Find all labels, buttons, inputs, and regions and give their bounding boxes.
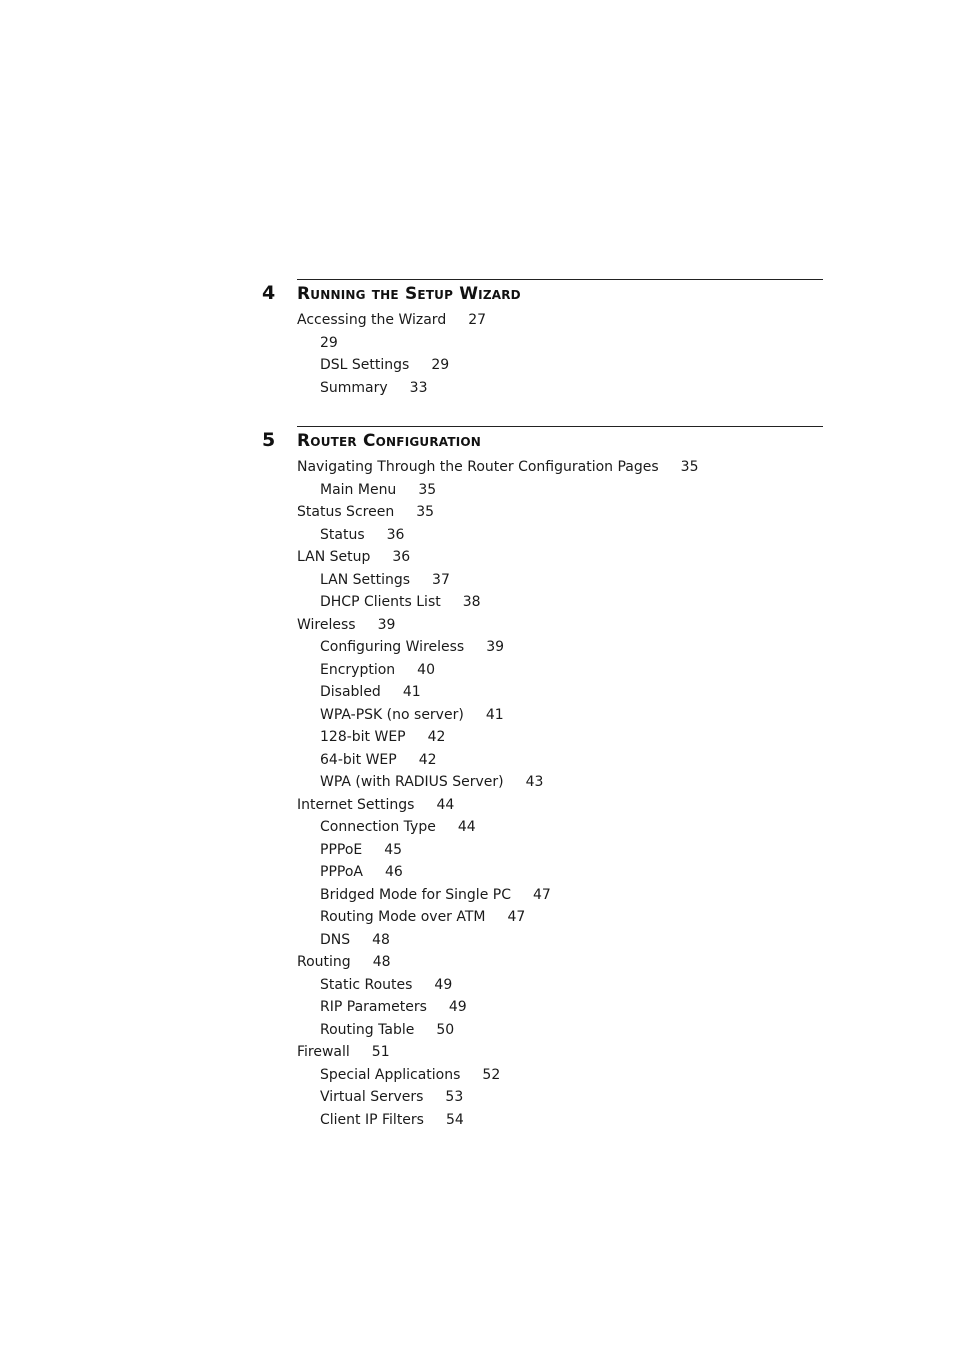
entry-title: WPA (with RADIUS Server) xyxy=(320,774,504,790)
entry-page-number: 42 xyxy=(427,729,446,745)
toc-entry[interactable] xyxy=(297,659,698,682)
entry-page-number: 41 xyxy=(402,684,421,700)
toc-entry[interactable] xyxy=(297,794,698,817)
entry-title: Summary xyxy=(320,379,388,396)
entry-page-number: 40 xyxy=(417,661,435,678)
entry-page-number: 33 xyxy=(409,379,428,396)
toc-entry[interactable] xyxy=(297,1064,698,1087)
toc-entry[interactable] xyxy=(297,501,698,524)
chapter-rule xyxy=(297,279,823,280)
entry-title: Client IP Filters xyxy=(320,1111,424,1128)
entry-title: Encryption xyxy=(320,661,396,678)
chapter-number: 4 xyxy=(262,282,276,304)
entry-page-number: 37 xyxy=(432,571,450,588)
toc-entry[interactable] xyxy=(297,771,698,794)
entry-title: Virtual Servers xyxy=(320,1089,424,1105)
toc-entry[interactable] xyxy=(297,884,698,907)
entry-title: Firewall xyxy=(297,1044,350,1060)
entry-page-number: 48 xyxy=(372,954,391,970)
entry-page-number: 39 xyxy=(486,639,505,655)
entry-title: Routing Table xyxy=(320,1021,415,1038)
entry-title: RIP Parameters xyxy=(320,999,427,1015)
toc-entry[interactable] xyxy=(297,951,698,974)
entry-page-number: 50 xyxy=(436,1021,455,1038)
entry-page-number: 39 xyxy=(377,616,396,633)
toc-entry[interactable] xyxy=(297,332,486,355)
entry-page-number: 44 xyxy=(457,819,476,835)
toc-entry[interactable] xyxy=(297,929,698,952)
entry-title: Static Routes xyxy=(320,976,413,993)
entry-title: LAN Settings xyxy=(320,571,411,588)
entry-title: Main Menu xyxy=(320,481,397,498)
toc-entry-list xyxy=(297,309,486,399)
entry-title: Status xyxy=(320,526,365,543)
entry-title: Routing xyxy=(297,954,351,970)
entry-title: 128-bit WEP xyxy=(320,729,406,745)
entry-title: Wireless xyxy=(297,616,356,633)
toc-entry[interactable] xyxy=(297,569,698,592)
entry-page-number: 35 xyxy=(418,481,437,498)
entry-title: LAN Setup xyxy=(297,549,371,565)
entry-page-number: 54 xyxy=(445,1111,464,1128)
toc-entry[interactable] xyxy=(297,704,698,727)
entry-title: Bridged Mode for Single PC xyxy=(320,886,511,903)
toc-entry[interactable] xyxy=(297,479,698,502)
toc-entry-list xyxy=(297,456,698,1131)
entry-page-number: 29 xyxy=(431,357,450,373)
toc-entry[interactable] xyxy=(297,456,698,479)
toc-entry[interactable] xyxy=(297,726,698,749)
entry-title: Special Applications xyxy=(320,1066,461,1083)
entry-page-number: 29 xyxy=(320,334,338,351)
entry-page-number: 52 xyxy=(482,1066,501,1083)
entry-title: DHCP Clients List xyxy=(320,594,441,610)
entry-page-number: 27 xyxy=(468,312,487,328)
entry-page-number: 51 xyxy=(371,1044,390,1060)
entry-page-number: 36 xyxy=(392,549,411,565)
chapter-title: Router Configuration xyxy=(297,431,482,451)
toc-entry[interactable] xyxy=(297,1019,698,1042)
entry-page-number: 42 xyxy=(418,751,437,768)
entry-page-number: 43 xyxy=(525,774,544,790)
entry-page-number: 46 xyxy=(384,864,403,880)
toc-entry[interactable] xyxy=(297,636,698,659)
toc-entry[interactable] xyxy=(297,839,698,862)
toc-entry[interactable] xyxy=(297,614,698,637)
entry-title: Disabled xyxy=(320,684,381,700)
entry-title: Status Screen xyxy=(297,504,395,520)
entry-title: DSL Settings xyxy=(320,357,410,373)
entry-title: PPPoE xyxy=(320,841,363,858)
entry-page-number: 47 xyxy=(532,886,551,903)
entry-page-number: 49 xyxy=(434,976,453,993)
toc-entry[interactable] xyxy=(297,309,486,332)
entry-page-number: 41 xyxy=(485,706,504,723)
entry-page-number: 35 xyxy=(416,504,435,520)
toc-entry[interactable] xyxy=(297,546,698,569)
toc-entry[interactable] xyxy=(297,591,698,614)
entry-title: WPA-PSK (no server) xyxy=(320,706,464,723)
toc-entry[interactable] xyxy=(297,816,698,839)
entry-title: PPPoA xyxy=(320,864,363,880)
toc-entry[interactable] xyxy=(297,377,486,400)
chapter-rule xyxy=(297,426,823,427)
toc-entry[interactable] xyxy=(297,861,698,884)
chapter-number: 5 xyxy=(262,429,276,451)
entry-page-number: 49 xyxy=(448,999,467,1015)
chapter-title: Running the Setup Wizard xyxy=(297,284,521,304)
toc-entry[interactable] xyxy=(297,749,698,772)
entry-title: Accessing the Wizard xyxy=(297,312,447,328)
entry-page-number: 48 xyxy=(372,931,390,948)
entry-page-number: 35 xyxy=(680,459,699,475)
entry-page-number: 38 xyxy=(462,594,481,610)
toc-entry[interactable] xyxy=(297,1109,698,1132)
toc-entry[interactable] xyxy=(297,974,698,997)
entry-page-number: 45 xyxy=(384,841,403,858)
entry-page-number: 44 xyxy=(436,796,455,813)
toc-entry[interactable] xyxy=(297,996,698,1019)
toc-entry[interactable] xyxy=(297,681,698,704)
entry-page-number: 36 xyxy=(386,526,405,543)
entry-title: Navigating Through the Router Configuration Pages xyxy=(297,459,659,475)
toc-entry[interactable] xyxy=(297,354,486,377)
entry-title: Configuring Wireless xyxy=(320,639,465,655)
toc-entry[interactable] xyxy=(297,524,698,547)
entry-title: DNS xyxy=(320,931,351,948)
entry-title: 64-bit WEP xyxy=(320,751,397,768)
entry-title: Connection Type xyxy=(320,819,436,835)
toc-entry[interactable] xyxy=(297,1041,698,1064)
entry-page-number: 47 xyxy=(507,909,526,925)
entry-title: Internet Settings xyxy=(297,796,415,813)
entry-title: Routing Mode over ATM xyxy=(320,909,486,925)
entry-page-number: 53 xyxy=(445,1089,464,1105)
toc-entry[interactable] xyxy=(297,906,698,929)
toc-entry[interactable] xyxy=(297,1086,698,1109)
